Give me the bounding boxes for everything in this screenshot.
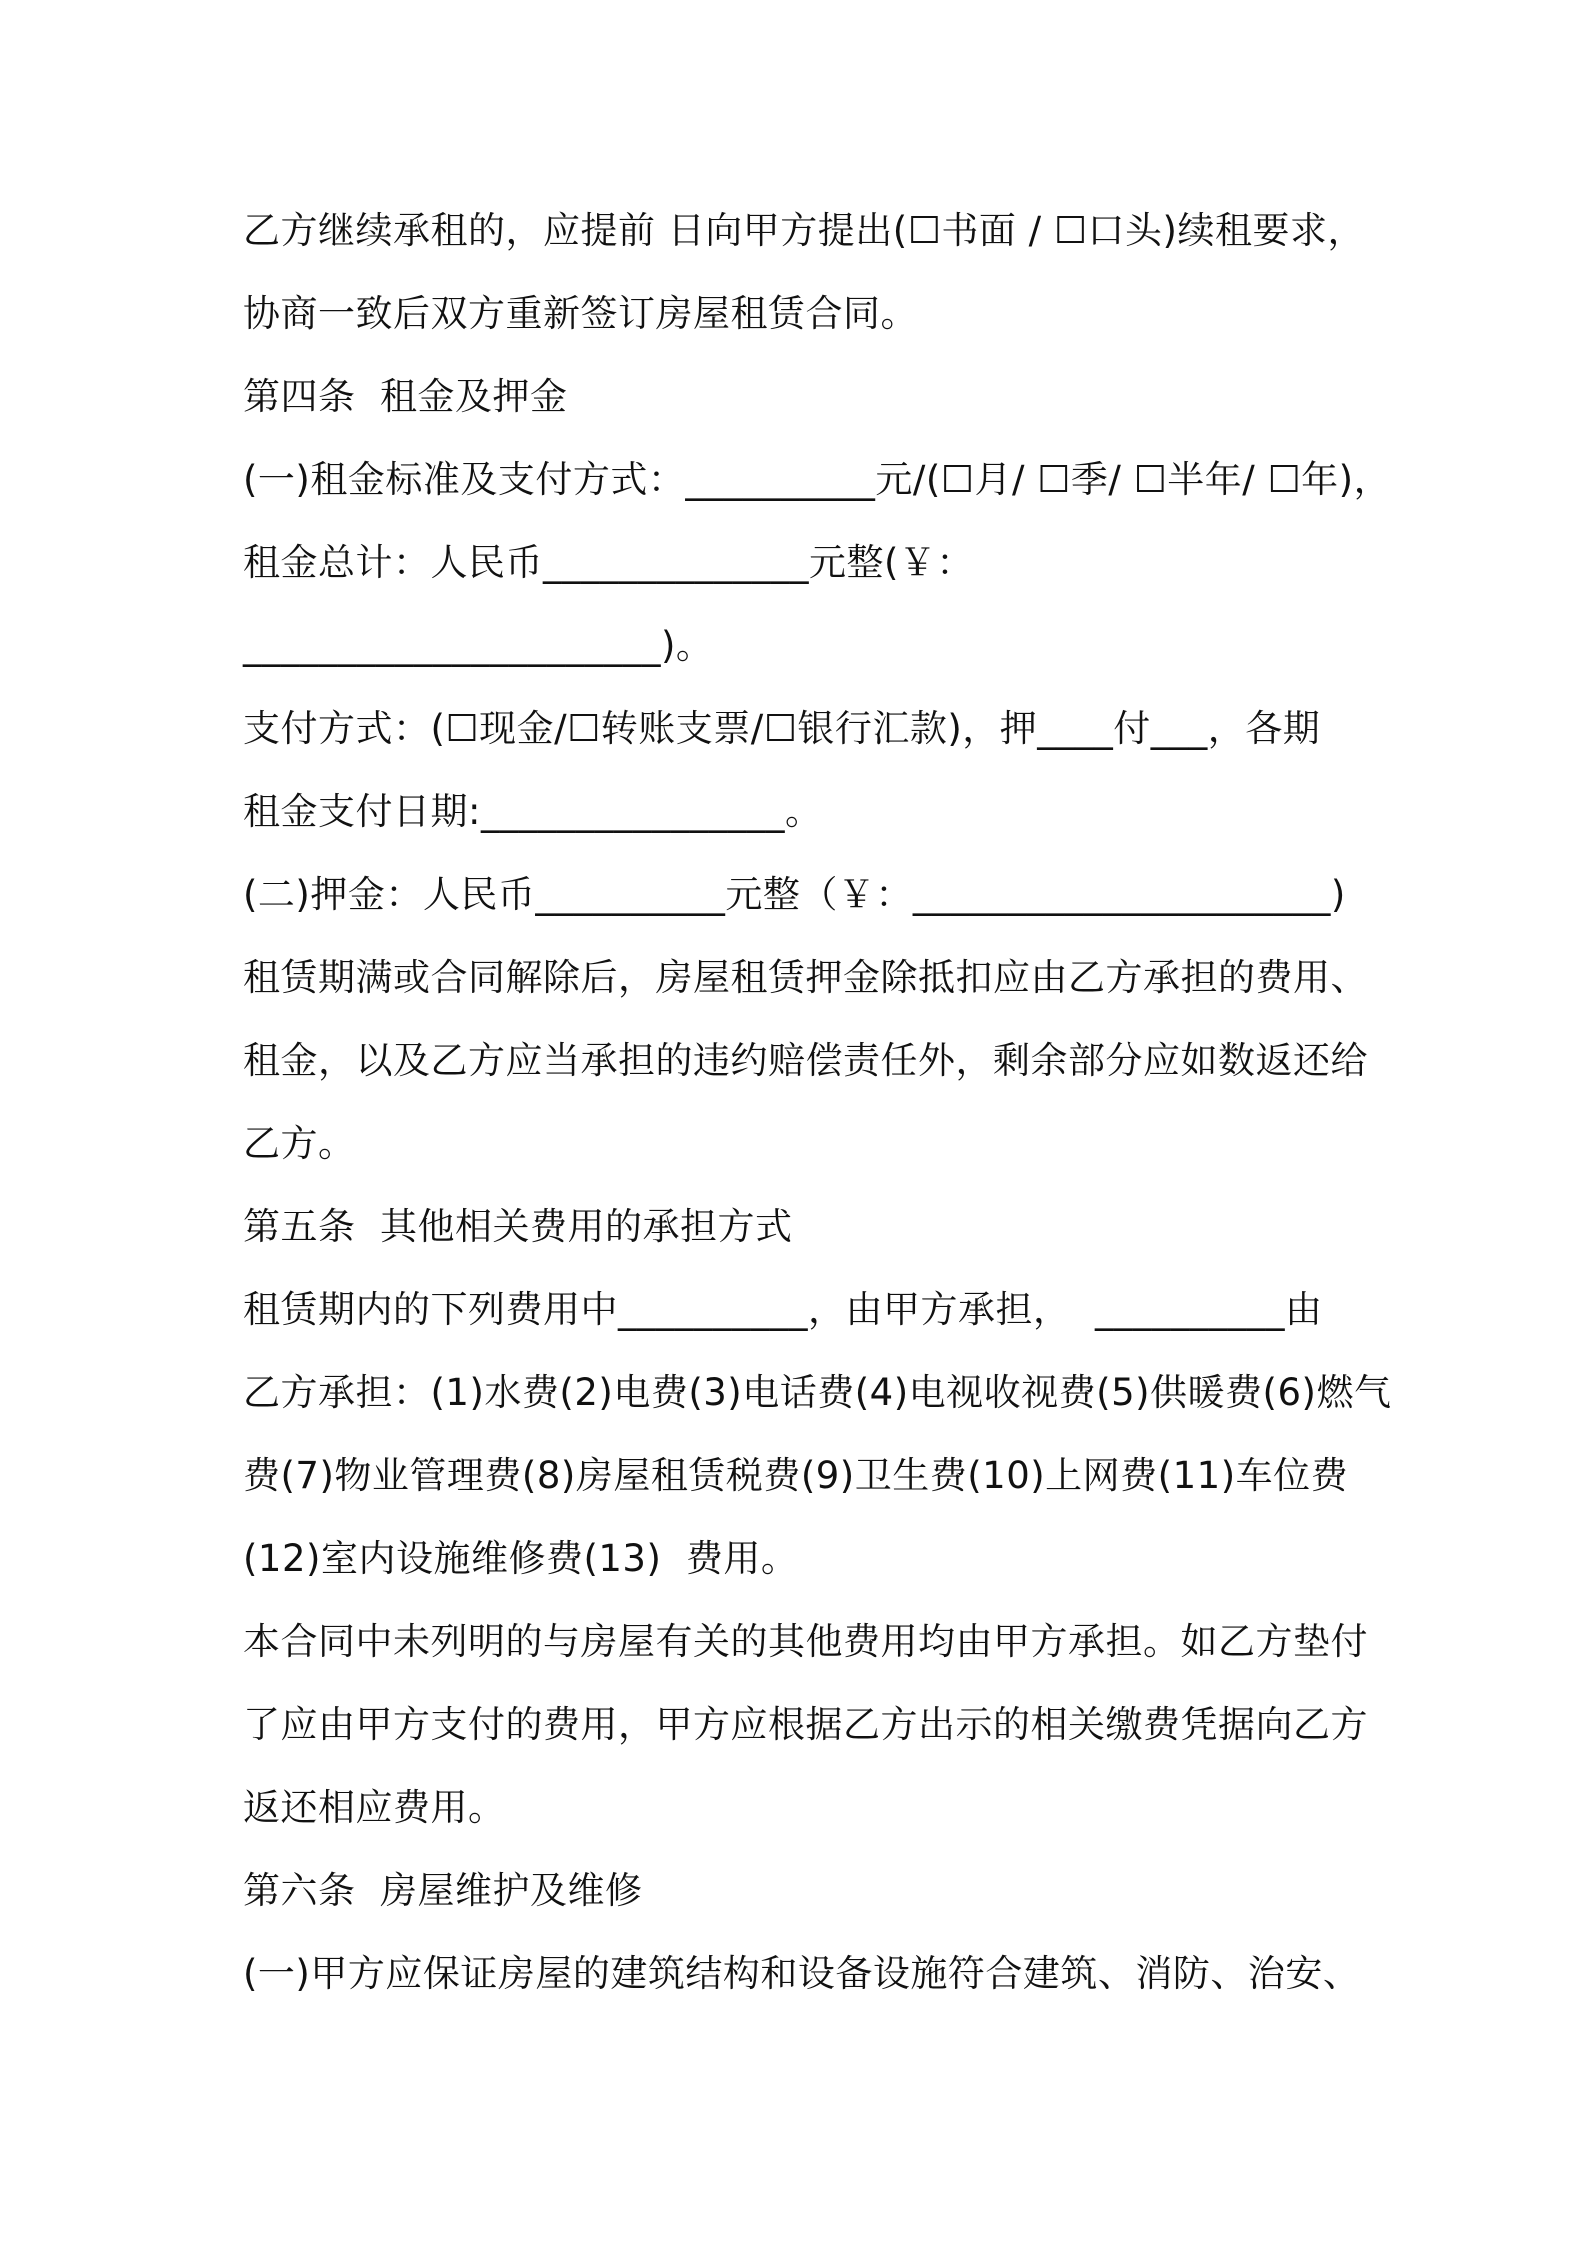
text-line: ______________________)。 bbox=[243, 624, 714, 667]
text-line: 乙方承担：(1)水费(2)电费(3)电话费(4)电视收视费(5)供暖费(6)燃气 bbox=[243, 1371, 1392, 1414]
text-line: 乙方继续承租的，应提前 日向甲方提出(☐书面 / ☐口头)续租要求， bbox=[243, 209, 1365, 252]
text-line: 协商一致后双方重新签订房屋租赁合同。 bbox=[243, 292, 918, 335]
text-line: 本合同中未列明的与房屋有关的其他费用均由甲方承担。如乙方垫付 bbox=[243, 1620, 1368, 1663]
text-line: (二)押金：人民币__________元整（￥：______________________) bbox=[243, 873, 1346, 916]
text-line: 费(7)物业管理费(8)房屋租赁税费(9)卫生费(10)上网费(11)车位费 bbox=[243, 1454, 1349, 1497]
text-line: (12)室内设施维修费(13) 费用。 bbox=[243, 1537, 799, 1580]
text-line: 租金支付日期:________________。 bbox=[243, 790, 823, 833]
section-heading: 第五条 其他相关费用的承担方式 bbox=[243, 1205, 793, 1248]
text-line: 支付方式：(☐现金/☐转账支票/☐银行汇款)，押____付___，各期 bbox=[243, 707, 1321, 750]
section-heading: 第四条 租金及押金 bbox=[243, 375, 568, 418]
text-line: 乙方。 bbox=[243, 1122, 356, 1165]
text-line: 租赁期内的下列费用中__________，由甲方承担， __________由 bbox=[243, 1288, 1323, 1331]
text-line: 租金总计：人民币______________元整(￥： bbox=[243, 541, 974, 584]
text-line: (一)租金标准及支付方式：__________元/(☐月/ ☐季/ ☐半年/ ☐年)， bbox=[243, 458, 1392, 501]
section-heading: 第六条 房屋维护及维修 bbox=[243, 1869, 643, 1912]
text-line: 了应由甲方支付的费用，甲方应根据乙方出示的相关缴费凭据向乙方 bbox=[243, 1703, 1368, 1746]
text-line: 返还相应费用。 bbox=[243, 1786, 506, 1829]
text-line: (一)甲方应保证房屋的建筑结构和设备设施符合建筑、消防、治安、 bbox=[243, 1952, 1361, 1995]
text-line: 租金，以及乙方应当承担的违约赔偿责任外，剩余部分应如数返还给 bbox=[243, 1039, 1368, 1082]
text-line: 租赁期满或合同解除后，房屋租赁押金除抵扣应由乙方承担的费用、 bbox=[243, 956, 1368, 999]
